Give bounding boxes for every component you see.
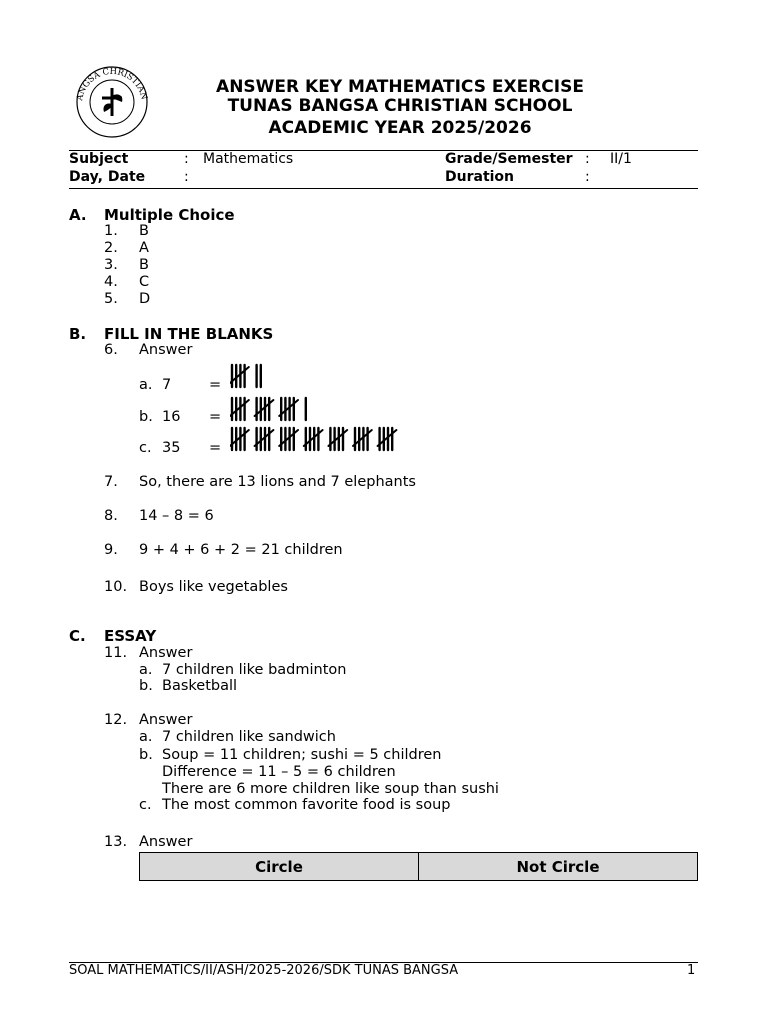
- q12-b3: There are 6 more children like soup than sushi: [162, 781, 499, 797]
- q10-text: Boys like vegetables: [139, 579, 288, 595]
- q12-num: 12.: [104, 712, 128, 728]
- q12-a: 7 children like sandwich: [162, 729, 336, 745]
- tally-value: 7: [162, 377, 172, 393]
- grade-label: Grade/Semester: [445, 151, 573, 167]
- q12-a-letter: a.: [139, 729, 153, 745]
- a-item-num: 5.: [104, 291, 118, 307]
- day-colon: :: [184, 169, 189, 185]
- q11-b-letter: b.: [139, 678, 153, 694]
- table-header-circle: Circle: [255, 857, 303, 876]
- q11-a: 7 children like badminton: [162, 662, 347, 678]
- section-a-letter: A.: [69, 206, 87, 224]
- grade-value: II/1: [610, 151, 632, 167]
- logo-text: ANGSA CHRISTIAN: [75, 66, 149, 102]
- subject-value: Mathematics: [203, 151, 294, 167]
- title-line-2: TUNAS BANGSA CHRISTIAN SCHOOL: [227, 96, 573, 116]
- q10-num: 10.: [104, 579, 128, 595]
- a-item-answer: B: [139, 257, 149, 273]
- q12-text: Answer: [139, 712, 193, 728]
- tally-letter: a.: [139, 377, 153, 393]
- section-b-title: FILL IN THE BLANKS: [104, 325, 274, 343]
- a-item-num: 3.: [104, 257, 118, 273]
- tally-marks: [230, 426, 408, 452]
- footer-text: SOAL MATHEMATICS/II/ASH/2025-2026/SDK TUNAS BANGSA: [69, 963, 459, 978]
- title-line-3: ACADEMIC YEAR 2025/2026: [268, 118, 532, 138]
- page-number: 1: [687, 963, 696, 978]
- q7-num: 7.: [104, 474, 118, 490]
- answer-table: [139, 852, 698, 881]
- duration-colon: :: [585, 169, 590, 185]
- q11-b: Basketball: [162, 678, 238, 694]
- header-rule-top: [69, 150, 698, 151]
- day-label: Day, Date: [69, 169, 146, 185]
- tally-equals: =: [209, 440, 222, 456]
- a-item-answer: D: [139, 291, 151, 307]
- q8-num: 8.: [104, 508, 118, 524]
- duration-label: Duration: [445, 169, 515, 185]
- q12-c: The most common favorite food is soup: [162, 797, 451, 813]
- section-b-letter: B.: [69, 325, 87, 343]
- header-rule-bottom: [69, 188, 698, 189]
- section-a-title: Multiple Choice: [104, 206, 235, 224]
- section-c-letter: C.: [69, 627, 86, 645]
- a-item-num: 4.: [104, 274, 118, 290]
- tally-equals: =: [209, 409, 222, 425]
- subject-colon: :: [184, 151, 189, 167]
- q6-num: 6.: [104, 342, 118, 358]
- tally-marks: [230, 396, 313, 422]
- grade-colon: :: [585, 151, 590, 167]
- table-header-not-circle: Not Circle: [418, 853, 697, 880]
- q7-text: So, there are 13 lions and 7 elephants: [139, 474, 416, 490]
- a-item-num: 2.: [104, 240, 118, 256]
- q9-text: 9 + 4 + 6 + 2 = 21 children: [139, 542, 343, 558]
- tally-letter: c.: [139, 440, 152, 456]
- q13-text: Answer: [139, 834, 193, 850]
- q12-b2: Difference = 11 – 5 = 6 children: [162, 764, 396, 780]
- q12-c-letter: c.: [139, 797, 152, 813]
- tally-letter: b.: [139, 409, 153, 425]
- tally-marks: [230, 363, 267, 389]
- title-line-1: ANSWER KEY MATHEMATICS EXERCISE: [216, 77, 584, 97]
- q11-num: 11.: [104, 645, 128, 661]
- q11-text: Answer: [139, 645, 193, 661]
- tally-value: 35: [162, 440, 181, 456]
- section-c-title: ESSAY: [104, 627, 157, 645]
- tally-value: 16: [162, 409, 181, 425]
- a-item-num: 1.: [104, 223, 118, 239]
- q12-b-letter: b.: [139, 747, 153, 763]
- tally-equals: =: [209, 377, 222, 393]
- q13-num: 13.: [104, 834, 128, 850]
- subject-label: Subject: [69, 151, 129, 167]
- school-logo: [72, 66, 152, 138]
- q11-a-letter: a.: [139, 662, 153, 678]
- q6-text: Answer: [139, 342, 193, 358]
- q8-text: 14 – 8 = 6: [139, 508, 214, 524]
- q9-num: 9.: [104, 542, 118, 558]
- a-item-answer: B: [139, 223, 149, 239]
- a-item-answer: C: [139, 274, 150, 290]
- q12-b1: Soup = 11 children; sushi = 5 children: [162, 747, 442, 763]
- a-item-answer: A: [139, 240, 149, 256]
